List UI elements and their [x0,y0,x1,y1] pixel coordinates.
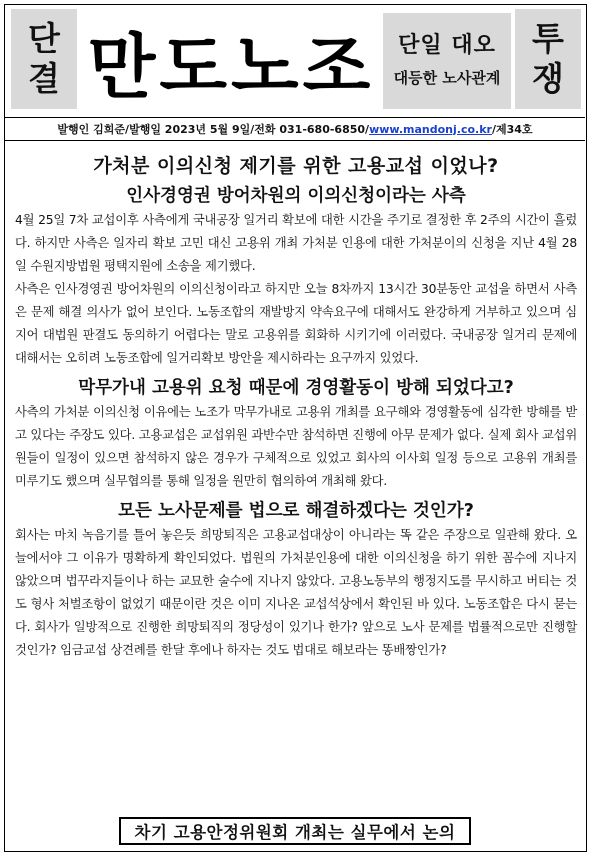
section-heading: 인사경영권 방어차원의 이의신청이라는 사측 [126,186,466,206]
section-heading: 막무가내 고용위 요청 때문에 경영활동이 방해 되었다고? [78,378,514,398]
slogan-line-2: 대등한 노사관계 [393,69,501,87]
publication-info-bar [5,117,585,141]
right-slogan-char: 쟁 [532,59,564,98]
footer-callout-box: 차기 고용안정위원회 개최는 실무에서 논의 [119,817,471,845]
masthead-slogan-box [383,13,511,109]
issue-number: 제34호 [496,123,533,136]
newsletter-title: 만도노조 [87,25,375,108]
left-slogan-char: 단 [28,19,60,58]
newsletter-page [4,4,587,852]
separator: / [125,122,130,136]
paragraph: 사측의 가처분 이의신청 이유에는 노조가 막무가내로 고용위 개최를 요구해와 경영활동에 심각한 방해를 받고 있다는 주장도 있다. 고용교섭은 교섭위원 과반수만 참석하면 진행에 아무 문제가 없다. 실제 회사 교섭위원들이 일정이 있으면 참석하지 않은 경우가 구체적으로 있었고 회사의 이사회 일정 등으로 고용위 개최를 미루기도 했으며 실무협의를 통해 일정을 원만히 협의하여 개최해 왔다. [15,405,577,488]
slogan-line-1: 단일 대오 [398,33,496,58]
separator: / [491,122,496,136]
separator: / [250,122,255,136]
publisher-label: 발행인 [57,123,90,136]
separator: / [365,122,370,136]
masthead-left-slogan [11,9,77,109]
masthead-right-slogan [515,9,581,109]
main-headline: 가처분 이의신청 제기를 위한 고용교섭 이었나? [93,155,499,177]
right-slogan-char: 투 [532,19,564,58]
section-heading: 모든 노사문제를 법으로 해결하겠다는 것인가? [118,501,474,521]
paragraph: 사측은 인사경영권 방어차원의 이의신청이라고 하지만 오늘 8차까지 13시간 30분동안 교섭을 하면서 사측은 문제 해결 의사가 없어 보인다. 노동조합의 재발방지 약속요구에 대해서도 완강하게 거부하고 있으며 심지어 대법원 판결도 동의하기 어렵다는 말로 고용위를 회화하 시키기에 이러렀다. 국내공장 일거리 문제에 대해서는 오히려 노동조합에 일거리확보 방안을 제시하라는 요구까지 있었다. [15,282,577,365]
masthead [5,5,585,117]
left-slogan-char: 결 [28,59,60,98]
paragraph: 4월 25일 7차 교섭이후 사측에게 국내공장 일거리 확보에 대한 시간을 주기로 결정한 후 2주의 시간이 흘렀다. 하지만 사측은 일자리 확보 고민 대신 고용위 개최 가처분 인용에 대한 가처분이의 신청을 지난 4월 28일 수원지방법원 평택지원에 소송을 제기했다. [15,213,577,273]
paragraph: 회사는 마치 녹음기를 틀어 놓은듯 희망퇴직은 고용교섭대상이 아니라는 똑 같은 주장으로 일관해 왔다. 오늘에서야 그 이유가 명확하게 확인되었다. 법원의 가처분인용에 대한 이의신청을 하기 위한 꼼수에 지나지 않았으며 법꾸라지들이나 하는 교묘한 술수에 지나지 않았다. 고용노동부의 행정지도를 무시하고 버티는 것도 형사 처벌조항이 없었기 때문이란 것은 이미 지나온 교섭석상에서 확인된 바 있다. 노동조합은 다시 묻는다. 회사가 일방적으로 진행한 희망퇴직의 정당성이 있기나 한가? 앞으로 노사 문제를 법률적으로만 진행할 것인가? 임금교섭 상견례를 한달 후에나 하자는 것도 법대로 해보라는 똥배짱인가? [15,528,577,657]
publish-date: 발행일 2023년 5월 9일 [129,123,251,136]
article-body [15,145,577,662]
website-link[interactable]: www.mandonj.co.kr [369,122,492,136]
phone-number: 전화 031-680-6850 [254,123,366,136]
publisher-name: 김희준 [93,123,126,136]
